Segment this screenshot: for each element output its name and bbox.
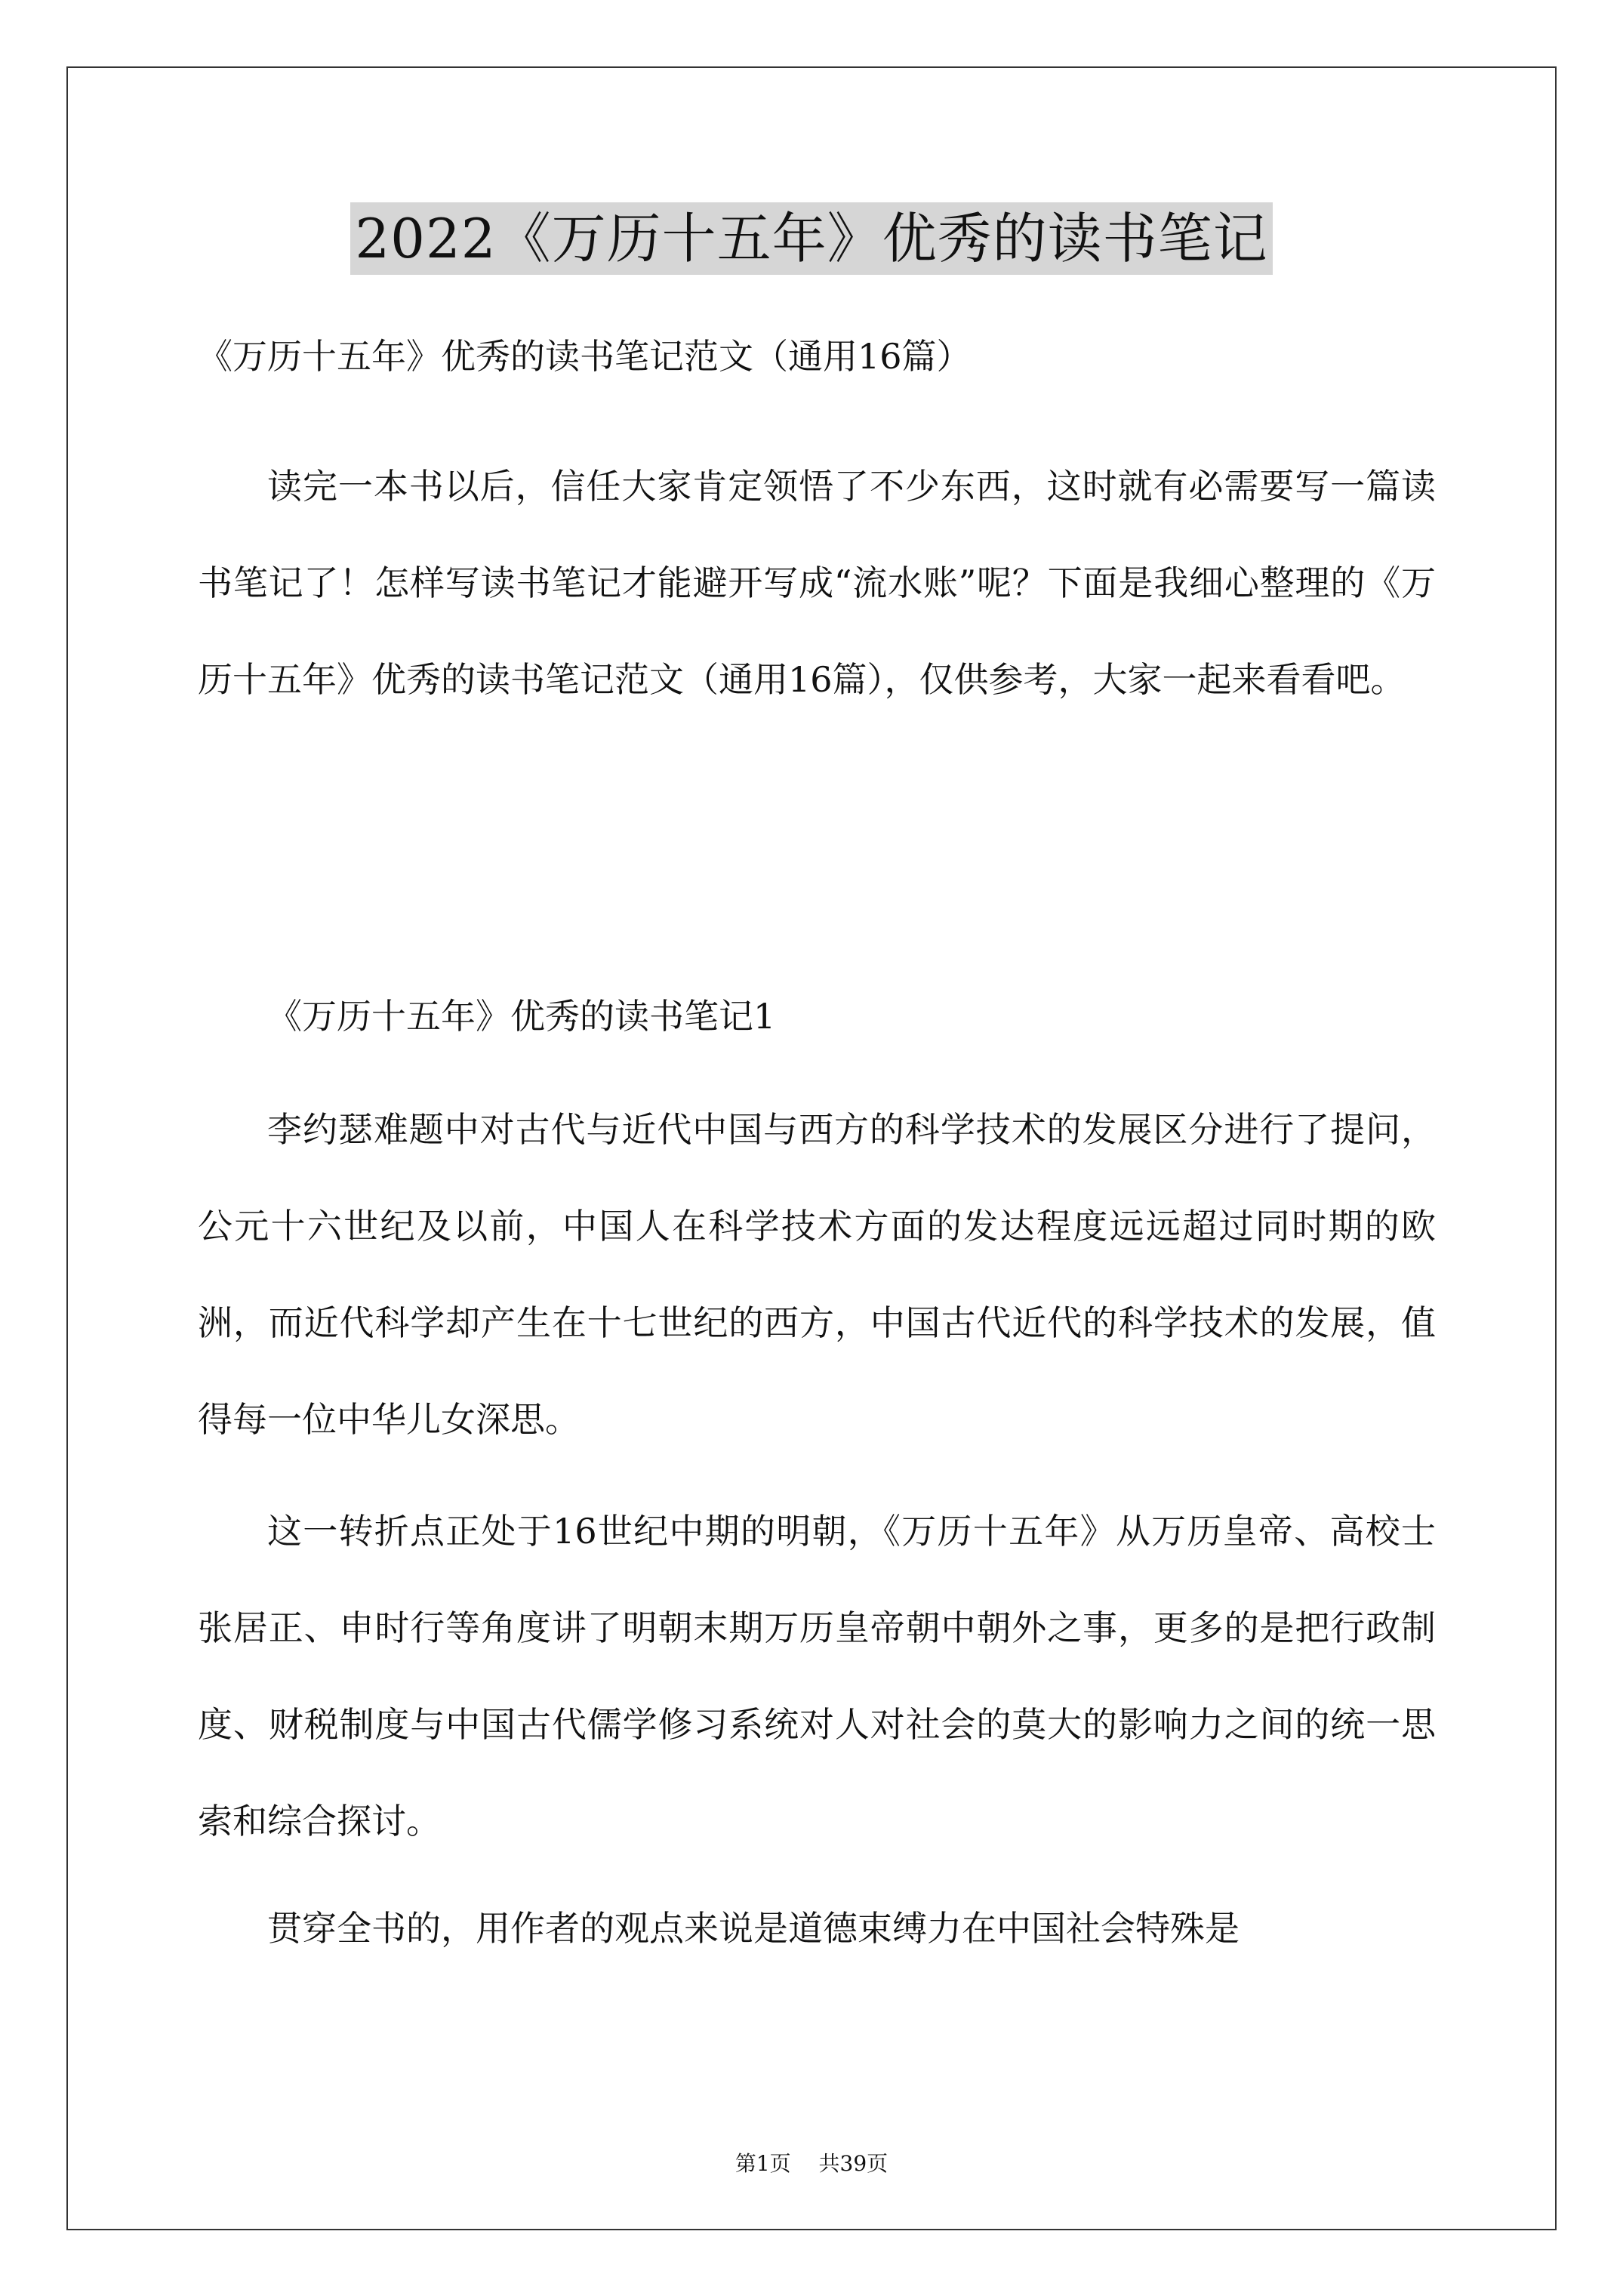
intro-paragraph: 读完一本书以后，信任大家肯定领悟了不少东西，这时就有必需要写一篇读书笔记了！怎样写读书笔记才能避开写成“流水账”呢？下面是我细心整理的《万历十五年》优秀的读书笔记范文（通用16篇），仅供参考，大家一起来看看吧。 [198, 466, 1436, 700]
page-total: 共39页 [818, 2151, 888, 2176]
document-title: 2022《万历十五年》优秀的读书笔记 [350, 202, 1272, 275]
page-number: 第1页 [735, 2151, 791, 2176]
page-footer [0, 2147, 1623, 2177]
body-paragraph-2: 这一转折点正处于16世纪中期的明朝，《万历十五年》从万历皇帝、高校士张居正、申时行等角度讲了明朝末期万历皇帝朝中朝外之事，更多的是把行政制度、财税制度与中国古代儒学修习系统对人对社会的莫大的影响力之间的统一思索和综合探讨。 [198, 1511, 1436, 1841]
subtitle: 《万历十五年》优秀的读书笔记范文（通用16篇） [198, 336, 972, 377]
body-paragraph-3: 贯穿全书的，用作者的观点来说是道德束缚力在中国社会特殊是 [267, 1908, 1240, 1949]
body-paragraph-1: 李约瑟难题中对古代与近代中国与西方的科学技术的发展区分进行了提问，公元十六世纪及以前，中国人在科学技术方面的发达程度远远超过同时期的欧洲，而近代科学却产生在十七世纪的西方，中国古代近代的科学技术的发展，值得每一位中华儿女深思。 [198, 1109, 1436, 1440]
section-heading: 《万历十五年》优秀的读书笔记1 [267, 996, 776, 1037]
title-wrap [0, 202, 1623, 275]
